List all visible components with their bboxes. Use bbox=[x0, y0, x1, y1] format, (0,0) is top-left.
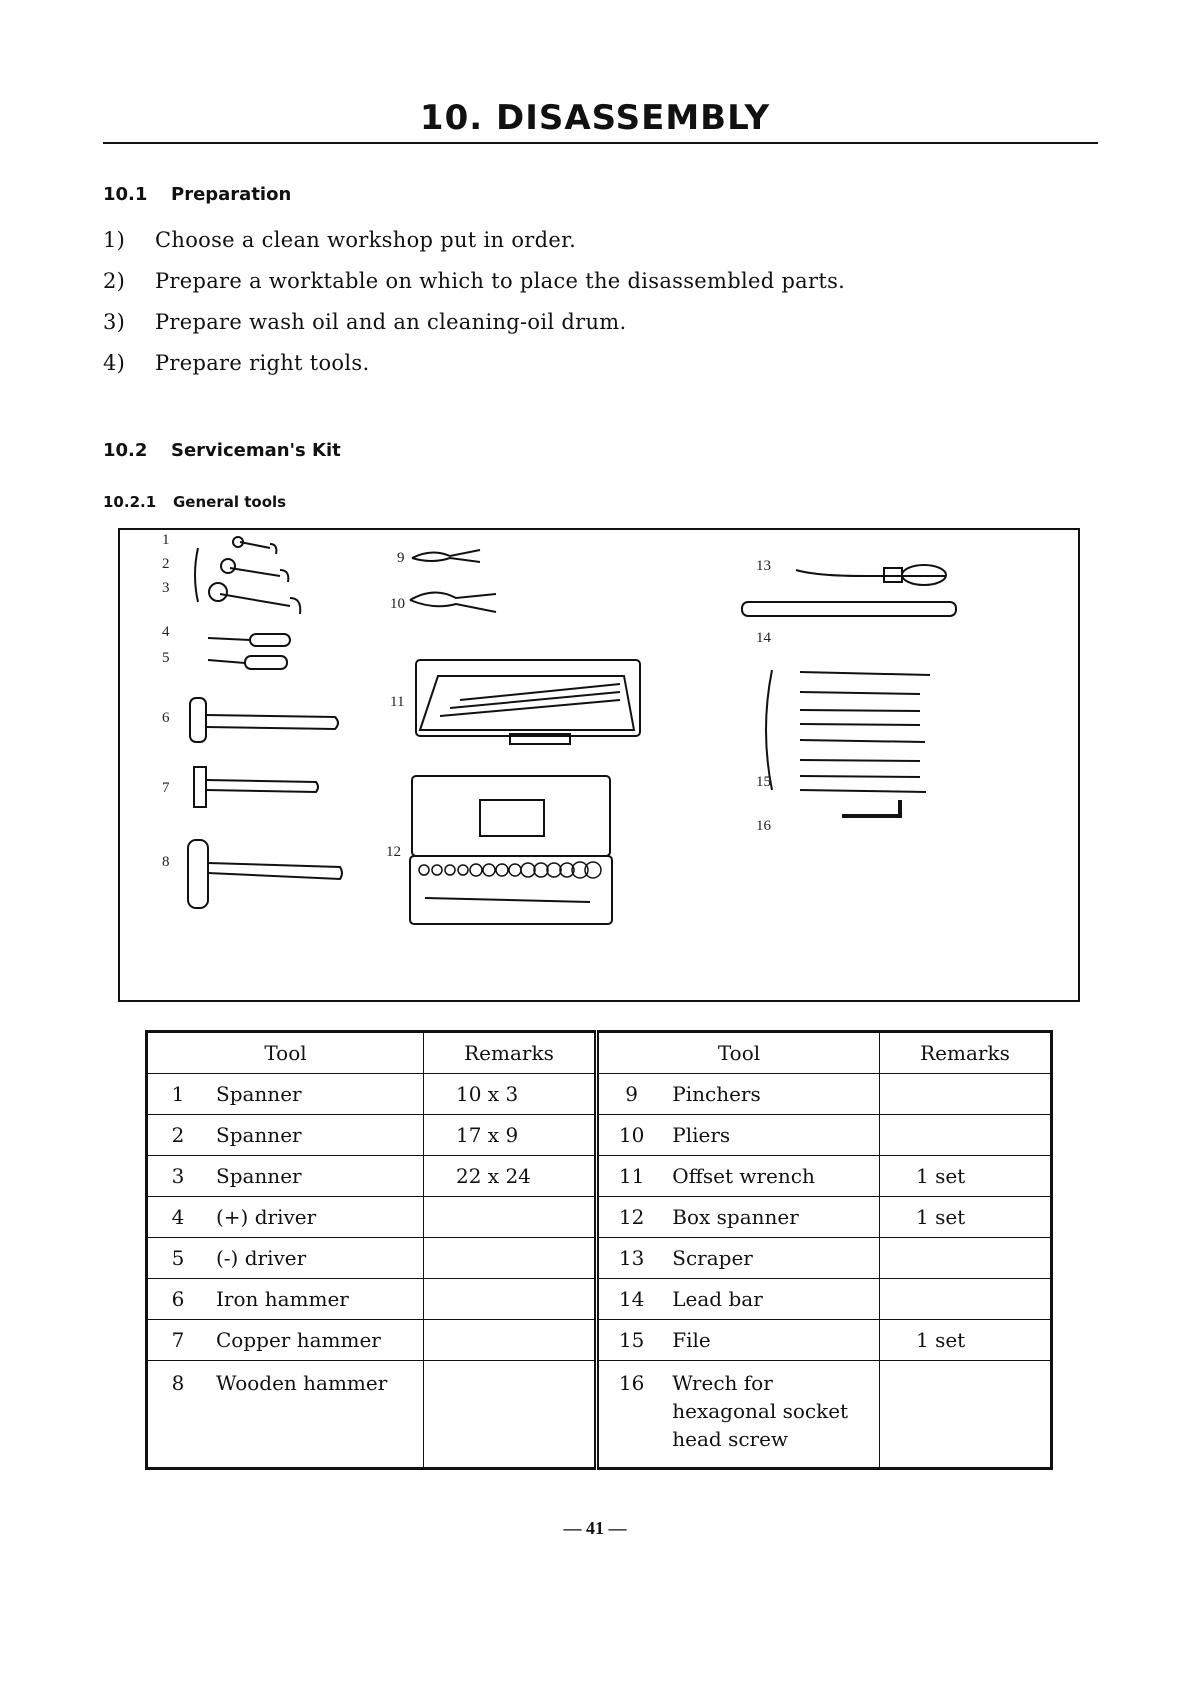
subsection-number: 10.2.1 bbox=[103, 493, 157, 511]
title-rule bbox=[103, 142, 1098, 144]
spanner-icon bbox=[233, 537, 276, 554]
offset-wrench-case-icon bbox=[416, 660, 640, 744]
figure-label: 16 bbox=[756, 818, 771, 834]
table-row: 5 (-) driver 13 Scraper bbox=[147, 1238, 1052, 1279]
table-row: 8 Wooden hammer 16 Wrech for hexagonal socket head screw bbox=[147, 1361, 1052, 1469]
figure-label: 4 bbox=[162, 624, 170, 640]
column-header-tool: Tool bbox=[147, 1032, 424, 1074]
lead-bar-icon bbox=[742, 602, 956, 616]
socket-icon bbox=[521, 863, 535, 877]
figure-labels bbox=[162, 532, 772, 870]
screwdriver-icon bbox=[208, 634, 290, 646]
socket-icon bbox=[547, 863, 561, 877]
table-row: 3 Spanner 22 x 24 11 Offset wrench 1 set bbox=[147, 1156, 1052, 1197]
step-item: 4) Prepare right tools. bbox=[103, 351, 370, 375]
figure-label: 5 bbox=[162, 650, 170, 666]
socket-icon bbox=[496, 864, 508, 876]
scraper-icon bbox=[796, 565, 946, 585]
table-header-row bbox=[147, 1032, 1052, 1074]
hammer-icon bbox=[194, 767, 318, 807]
table-row: 1 Spanner 10 x 3 9 Pinchers bbox=[147, 1074, 1052, 1115]
screwdriver-icon bbox=[208, 656, 287, 669]
socket-row bbox=[419, 862, 601, 878]
table-row: 4 (+) driver 12 Box spanner 1 set bbox=[147, 1197, 1052, 1238]
step-item: 3) Prepare wash oil and an cleaning-oil drum. bbox=[103, 310, 627, 334]
figure-label: 9 bbox=[397, 550, 405, 566]
figure-label: 6 bbox=[162, 710, 170, 726]
socket-icon bbox=[445, 865, 455, 875]
figure-label: 8 bbox=[162, 854, 170, 870]
figure-label: 13 bbox=[756, 558, 771, 574]
socket-icon bbox=[432, 865, 442, 875]
section-preparation bbox=[103, 184, 291, 205]
socket-icon bbox=[509, 864, 521, 876]
spanner-icon bbox=[221, 559, 288, 582]
pinchers-icon bbox=[412, 550, 480, 562]
table-row: 2 Spanner 17 x 9 10 Pliers bbox=[147, 1115, 1052, 1156]
figure-label: 10 bbox=[390, 596, 405, 612]
figure-label: 3 bbox=[162, 580, 170, 596]
figure-label: 2 bbox=[162, 556, 170, 572]
socket-icon bbox=[419, 865, 429, 875]
column-header-tool: Tool bbox=[597, 1032, 880, 1074]
spanner-icon bbox=[209, 583, 300, 614]
tools-illustration bbox=[118, 528, 1080, 1002]
box-spanner-case-icon bbox=[410, 776, 612, 924]
column-header-remarks: Remarks bbox=[424, 1032, 597, 1074]
page-number: — 41 — bbox=[563, 1518, 627, 1538]
file-icon bbox=[800, 672, 930, 792]
hammer-icon bbox=[188, 840, 342, 908]
section-title: Preparation bbox=[171, 184, 292, 205]
subsection-title: General tools bbox=[173, 493, 287, 511]
subsection-general-tools bbox=[103, 493, 286, 511]
socket-icon bbox=[458, 865, 468, 875]
figure-label: 14 bbox=[756, 630, 771, 646]
section-title: Serviceman's Kit bbox=[171, 440, 341, 461]
pliers-icon bbox=[410, 592, 496, 612]
figure-label: 7 bbox=[162, 780, 170, 796]
column-header-remarks: Remarks bbox=[880, 1032, 1052, 1074]
hex-wrench-icon bbox=[842, 800, 900, 816]
section-servicemans-kit bbox=[103, 440, 341, 461]
socket-icon bbox=[470, 864, 482, 876]
bracket-icon bbox=[766, 670, 772, 790]
figure-label: 1 bbox=[162, 532, 170, 548]
figure-label: 11 bbox=[390, 694, 405, 710]
section-number: 10.1 bbox=[103, 184, 148, 205]
page-title: 10. DISASSEMBLY bbox=[419, 98, 771, 138]
socket-icon bbox=[483, 864, 495, 876]
table-row: 7 Copper hammer 15 File 1 set bbox=[147, 1320, 1052, 1361]
step-item: 1) Choose a clean workshop put in order. bbox=[103, 228, 577, 252]
hammer-icon bbox=[190, 698, 338, 742]
table-row: 6 Iron hammer 14 Lead bar bbox=[147, 1279, 1052, 1320]
socket-icon bbox=[534, 863, 548, 877]
bracket-icon bbox=[195, 548, 198, 602]
preparation-steps bbox=[103, 228, 845, 392]
figure-label: 12 bbox=[386, 844, 401, 860]
step-item: 2) Prepare a worktable on which to place the disassembled parts. bbox=[103, 269, 846, 293]
section-number: 10.2 bbox=[103, 440, 148, 461]
tools-drawing bbox=[120, 530, 1082, 1004]
figure-label: 15 bbox=[756, 774, 771, 790]
tools-table bbox=[145, 1030, 1053, 1470]
